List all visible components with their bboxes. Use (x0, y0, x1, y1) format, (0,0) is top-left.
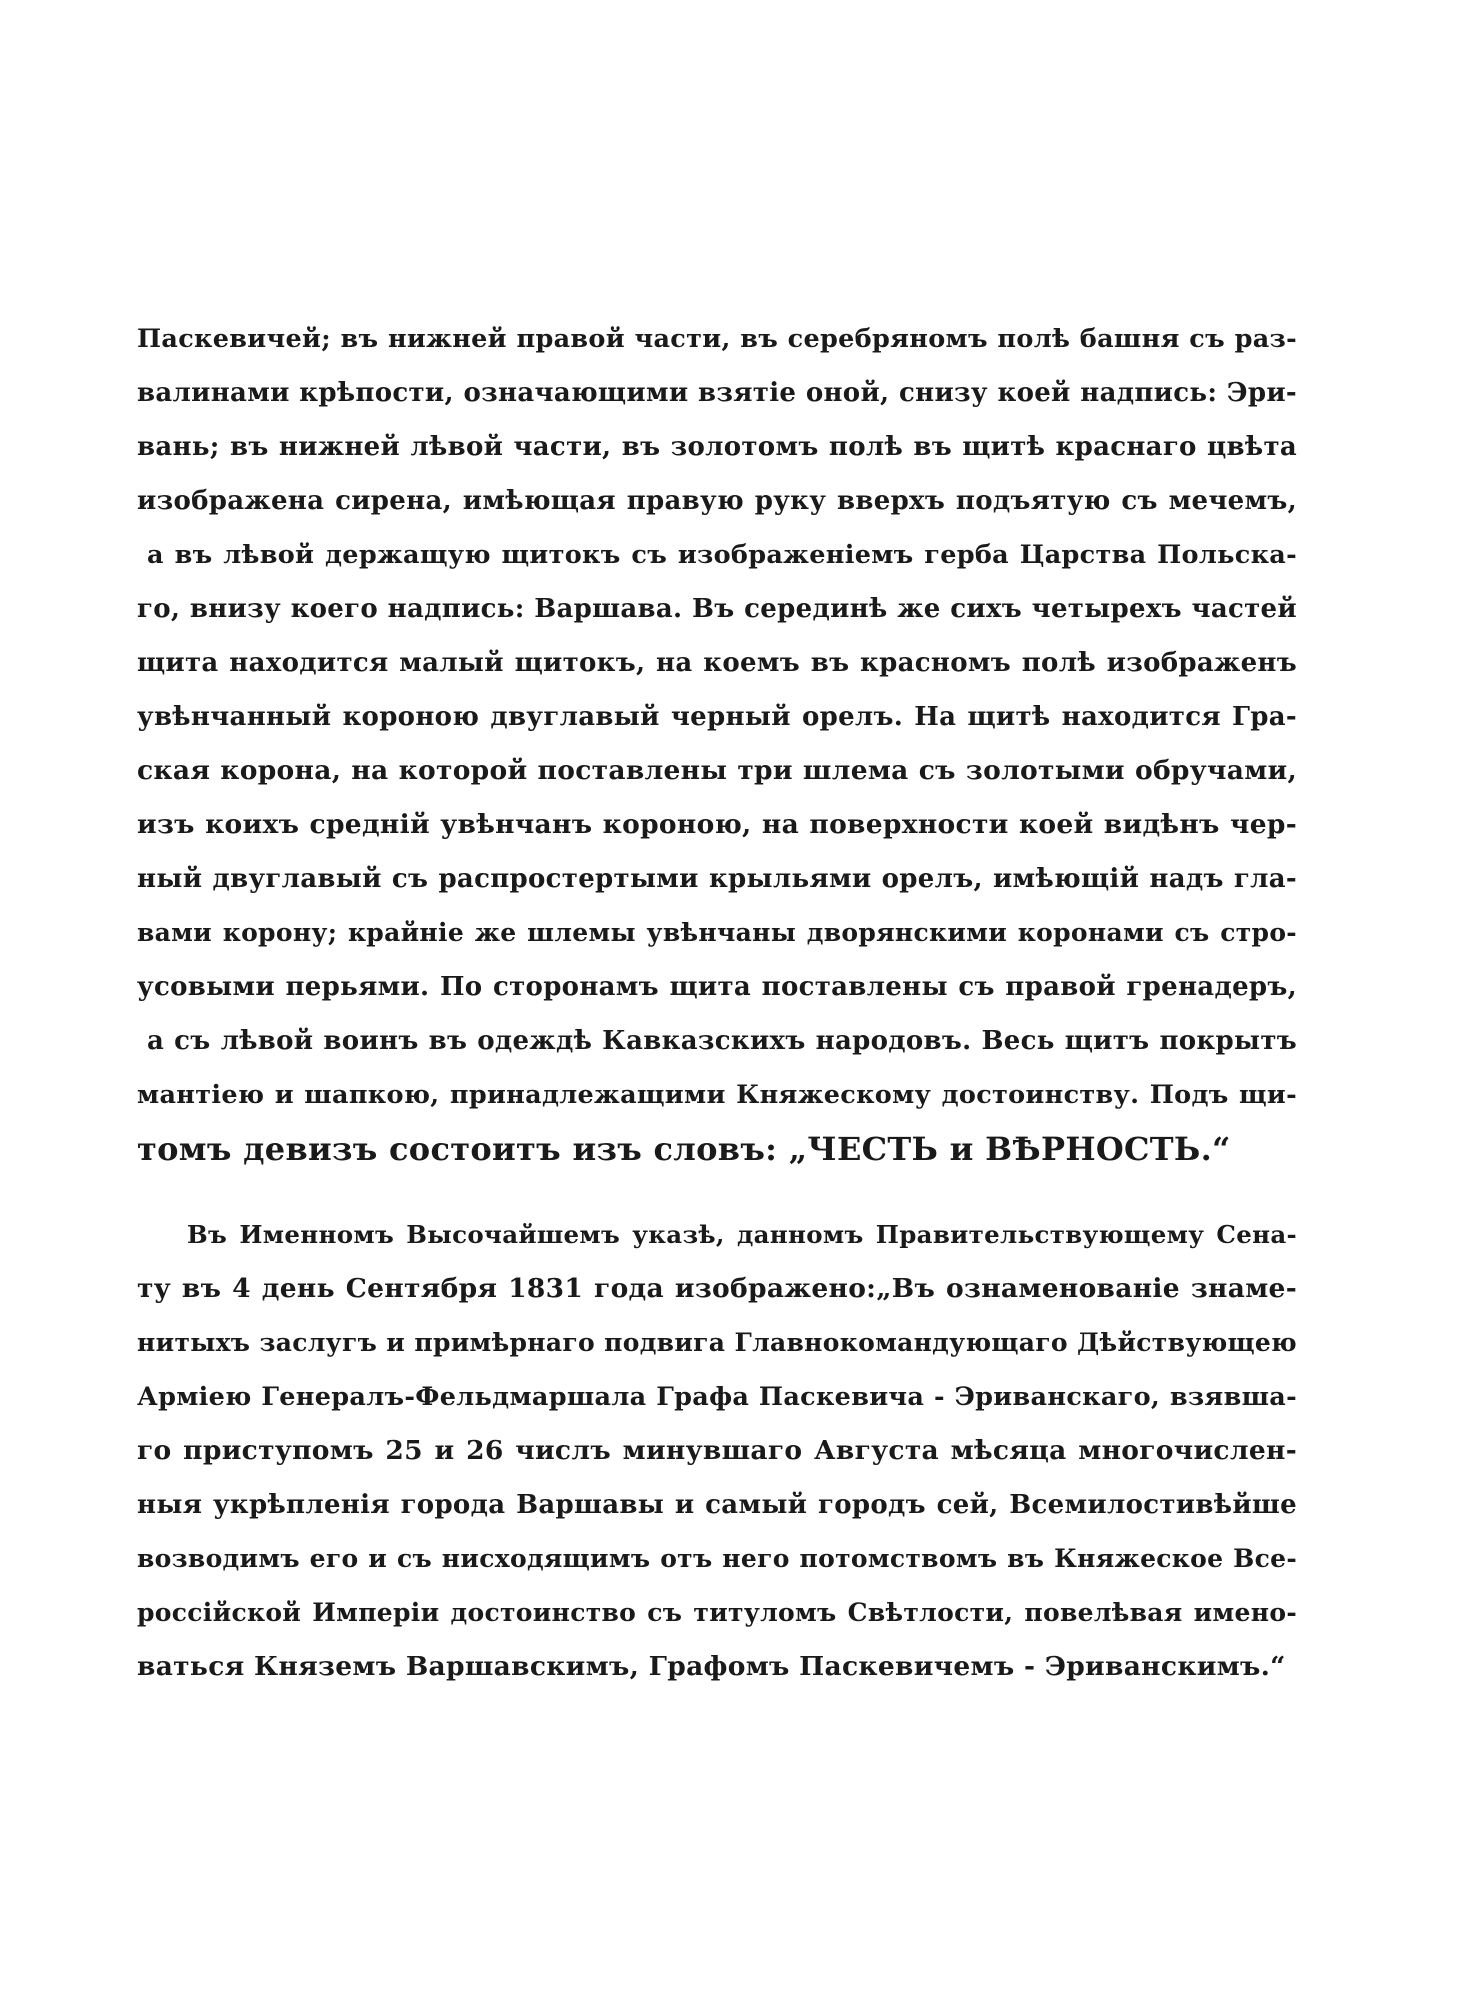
text-line: Паскевичей; въ нижней правой части, въ серебряномъ полѣ башня съ раз- (137, 324, 1297, 354)
text-line: Въ Именномъ Высочайшемъ указѣ, данномъ Правительствующему Сена- (187, 1220, 1297, 1249)
text-line: изъ коихъ средній увѣнчанъ короною, на поверхности коей видѣнъ чер- (137, 809, 1297, 840)
text-line: Арміею Генералъ-Фельдмаршала Графа Паскевича - Эриванскаго, взявша- (137, 1382, 1297, 1412)
text-line: усовыми перьями. По сторонамъ щита поставлены съ правой гренадеръ, (137, 972, 1297, 1002)
text-line: а въ лѣвой держащую щитокъ съ изображеніемъ герба Царства Польска- (147, 540, 1297, 570)
text-line: ту въ 4 день Сентября 1831 года изображено:„Въ ознаменованіе знаме- (137, 1273, 1297, 1304)
text-line: возводимъ его и съ нисходящимъ отъ него потомствомъ въ Княжеское Все- (137, 1544, 1297, 1573)
text-line: ская корона, на которой поставлены три шлема съ золотыми обручами, (137, 755, 1297, 786)
text-line: мантіею и шапкою, принадлежащими Княжескому достоинству. Подъ щи- (137, 1080, 1297, 1110)
text-line: го, внизу коего надпись: Варшава. Въ серединѣ же сихъ четырехъ частей (137, 594, 1297, 624)
text-line: ный двуглавый съ распростертыми крыльями орелъ, имѣющій надъ гла- (137, 864, 1297, 894)
text-line: валинами крѣпости, означающими взятіе оной, снизу коей надпись: Эри- (137, 378, 1297, 408)
text-line: вань; въ нижней лѣвой части, въ золотомъ полѣ въ щитѣ краснаго цвѣта (137, 432, 1297, 462)
text-line: вами корону; крайніе же шлемы увѣнчаны дворянскими коронами съ стро- (137, 918, 1297, 947)
text-line: а съ лѣвой воинъ въ одеждѣ Кавказскихъ народовъ. Весь щитъ покрытъ (147, 1026, 1297, 1056)
text-line: увѣнчанный короною двуглавый черный орелъ. На щитѣ находится Гра- (137, 702, 1297, 732)
text-line: ваться Княземъ Варшавскимъ, Графомъ Паскевичемъ - Эриванскимъ.“ (137, 1651, 1286, 1682)
text-line: го приступомъ 25 и 26 числъ минувшаго Августа мѣсяца многочислен- (137, 1435, 1297, 1466)
text-line-motto: томъ девизъ состоитъ изъ словъ: „ЧЕСТЬ и ВѢРНОСТЬ.“ (137, 1130, 1231, 1168)
text-line: россійской Имперіи достоинство съ титуломъ Свѣтлости, повелѣвая имено- (137, 1598, 1297, 1627)
text-line: нитыхъ заслугъ и примѣрнаго подвига Главнокомандующаго Дѣйствующею (137, 1328, 1297, 1357)
text-line: щита находится малый щитокъ, на коемъ въ красномъ полѣ изображенъ (137, 648, 1297, 678)
paragraph-imperial-decree (137, 1208, 1297, 1694)
text-line: ныя укрѣпленія города Варшавы и самый городъ сей, Всемилостивѣйше (137, 1490, 1297, 1520)
text-line: изображена сирена, имѣющая правую руку вверхъ подъятую съ мечемъ, (137, 486, 1297, 516)
paragraph-coat-of-arms-description (137, 312, 1297, 1176)
